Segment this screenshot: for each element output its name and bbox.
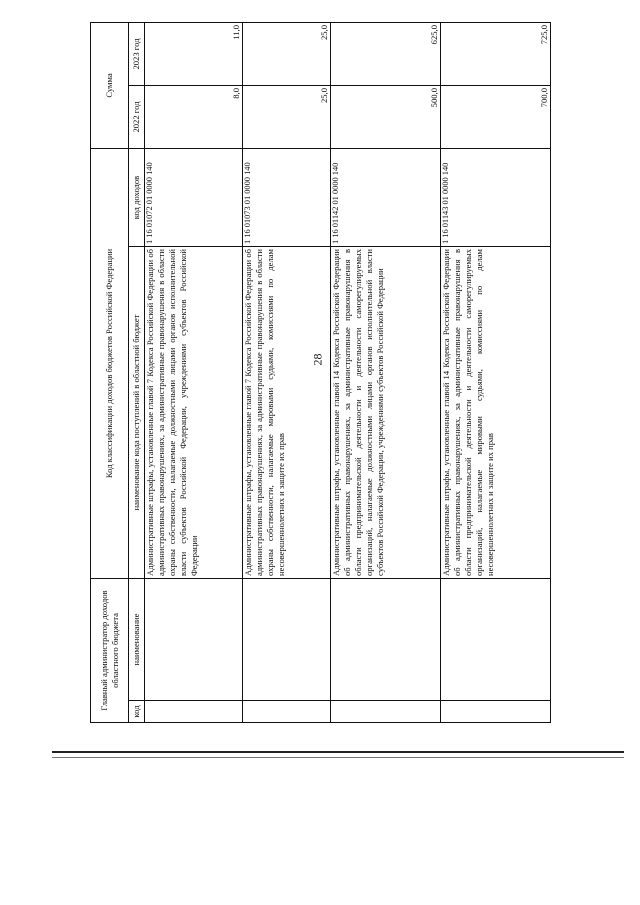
page-divider-thin <box>52 757 624 758</box>
year-2023-header: 2023 год <box>129 23 145 86</box>
admin-name-header: наименование <box>129 579 145 701</box>
page-number: 28 <box>310 353 325 366</box>
row-sum-2023: 625,0 <box>331 23 441 86</box>
row-income-code: 1 16 01143 01 0000 140 <box>441 149 551 247</box>
row-sum-2022: 700,0 <box>441 86 551 149</box>
income-classification-table <box>90 22 551 723</box>
document-table-container <box>90 23 550 723</box>
income-code-header: код доходов <box>129 149 145 247</box>
table-row <box>331 23 441 723</box>
row-sum-2023: 25,0 <box>243 23 331 86</box>
row-description: Административные штрафы, установленные главой 7 Кодекса Российской Федерации об административных правонарушениях, за административные правонарушения в области охраны собственности, налагаемые мировыми судьями, комиссиями по делам несовершеннолетних и защите их прав <box>243 247 331 579</box>
row-income-code: 1 16 01073 01 0000 140 <box>243 149 331 247</box>
year-2022-header: 2022 год <box>129 86 145 149</box>
sum-group-header: Сумма <box>91 23 129 149</box>
table-row <box>243 23 331 723</box>
page-divider <box>52 751 624 753</box>
row-description: Административные штрафы, установленные главой 14 Кодекса Российской Федерации об административных правонарушениях, за административные правонарушения в области предпринимательской деятельности и деятельности саморегулируемых организаций, налагаемые должностными лицами органов исполнительной власти субъектов Российской Федерации, учреждениями субъектов Российской Федерации <box>331 247 441 579</box>
row-sum-2023: 11,0 <box>145 23 243 86</box>
admin-code-header: код <box>129 701 145 723</box>
row-description: Административные штрафы, установленные главой 7 Кодекса Российской Федерации об административных правонарушениях, за административные правонарушения в области охраны собственности, налагаемые должностными лицами органов исполнительной власти субъектов Российской Федерации, учреждениями субъектов Российской Федерации <box>145 247 243 579</box>
admin-group-header: Главный администратор доходов областного бюджета <box>91 579 129 723</box>
row-income-code: 1 16 01072 01 0000 140 <box>145 149 243 247</box>
row-admin-name <box>441 579 551 701</box>
table-row <box>441 23 551 723</box>
row-admin-name <box>243 579 331 701</box>
income-name-header: наименование кода поступлений в областной бюджет <box>129 247 145 579</box>
row-description: Административные штрафы, установленные главой 14 Кодекса Российской Федерации об административных правонарушениях, за административные правонарушения в области предпринимательской деятельности и деятельности саморегулируемых организаций, налагаемые мировыми судьями, комиссиями по делам несовершеннолетних и защите их прав <box>441 247 551 579</box>
row-sum-2022: 25,0 <box>243 86 331 149</box>
row-admin-code <box>145 701 243 723</box>
row-admin-name <box>331 579 441 701</box>
row-sum-2022: 8,0 <box>145 86 243 149</box>
row-admin-code <box>331 701 441 723</box>
row-sum-2023: 725,0 <box>441 23 551 86</box>
row-income-code: 1 16 01142 01 0000 140 <box>331 149 441 247</box>
row-sum-2022: 500,0 <box>331 86 441 149</box>
classification-group-header: Код классификации доходов бюджетов Российской Федерации <box>91 149 129 579</box>
row-admin-name <box>145 579 243 701</box>
table-row <box>145 23 243 723</box>
row-admin-code <box>441 701 551 723</box>
row-admin-code <box>243 701 331 723</box>
